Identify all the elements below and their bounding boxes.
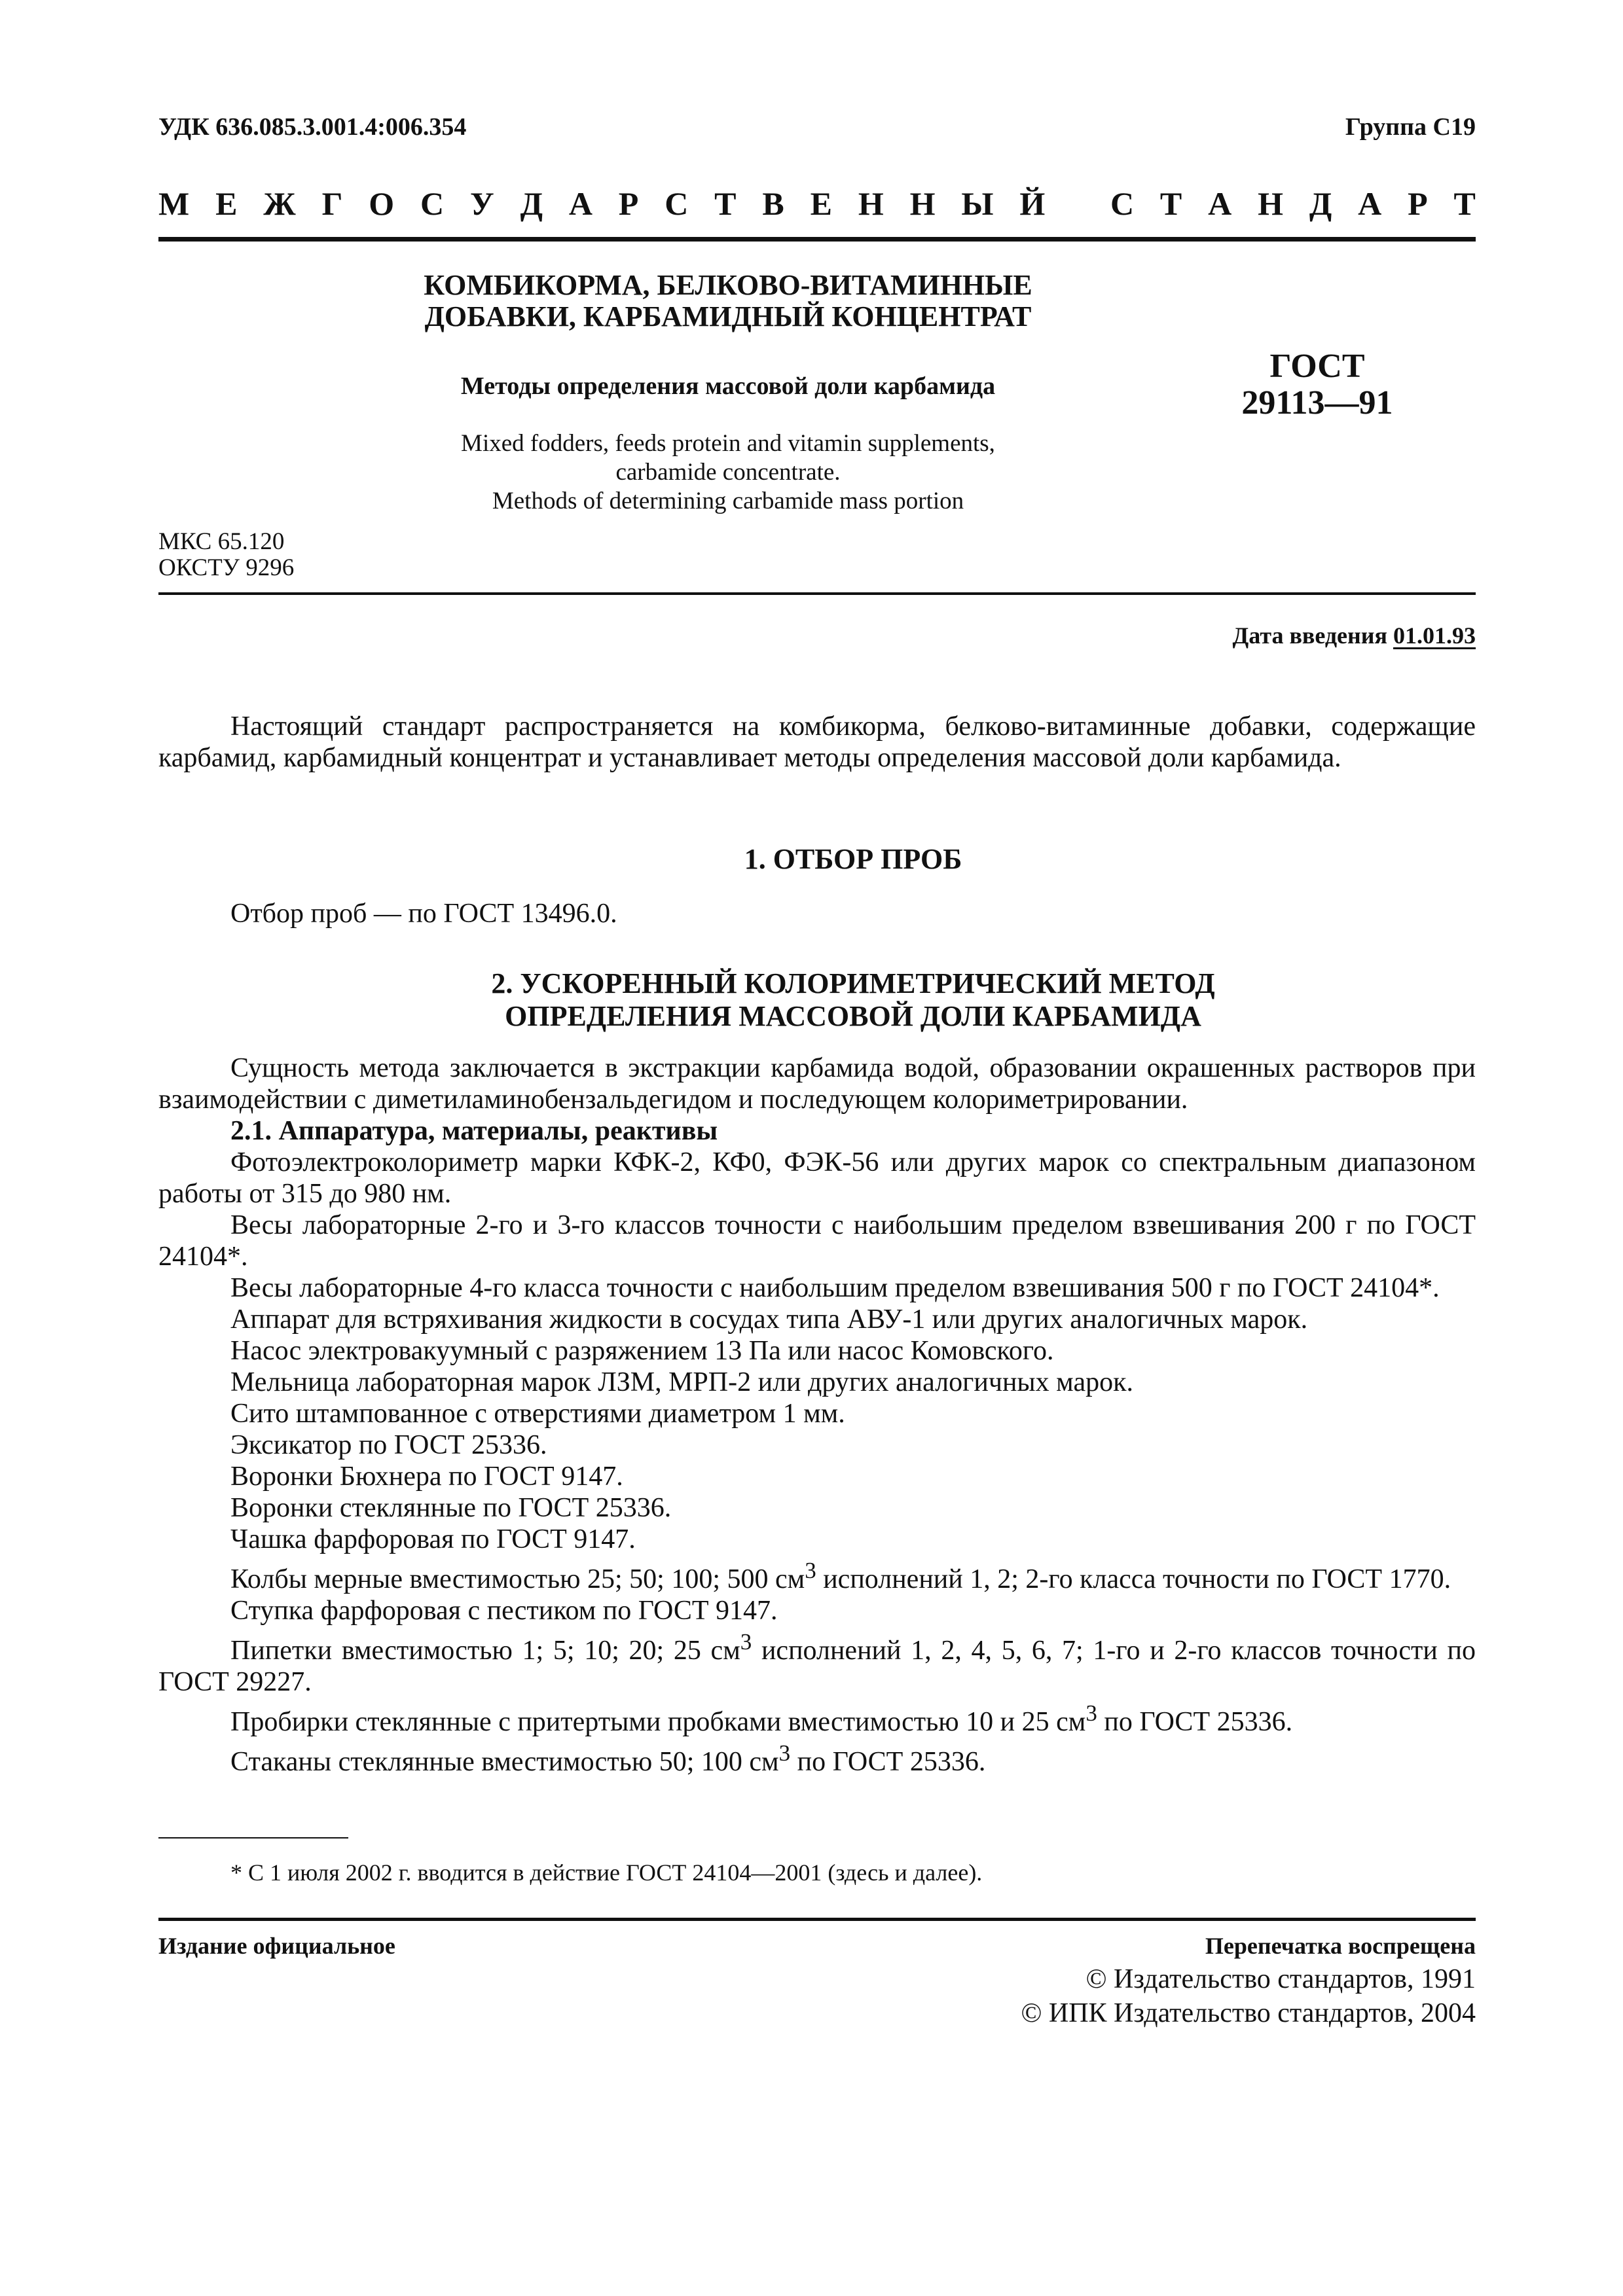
equipment-flasks: Колбы мерные вместимостью 25; 50; 100; 500 $см^3$ исполнений 1, 2; 2-го класса точности по ГОСТ 1770. [230,1558,1451,1594]
header-row [158,113,1476,145]
intro-paragraph-block [158,711,1476,774]
udk-code: УДК 636.085.3.001.4:006.354 [158,113,467,141]
heading-letter: Й [1019,185,1046,222]
section-1-title: 1. ОТБОР ПРОБ [744,843,962,875]
section-2 [158,967,1476,1778]
title-en-line-1: Mixed fodders, feeds protein and vitamin supplements, [461,430,995,457]
heading-letter: Г [321,185,343,222]
section-2-title-line-2: ОПРЕДЕЛЕНИЯ МАССОВОЙ ДОЛИ КАРБАМИДА [505,1000,1201,1032]
copyright-2004: © ИПК Издательство стандартов, 2004 [1021,1998,1476,2028]
equipment-item: Весы лабораторные 2-го и 3-го классов точности с наибольшим пределом взвешивания 200 г по ГОСТ 24104*. [158,1210,1476,1272]
equipment-item: Насос электровакуумный с разряжением 13 Па или насос Комовского. [230,1336,1054,1366]
heading-letter: Е [215,185,238,222]
heading-letter [1071,185,1084,224]
document-page [158,0,1476,2296]
equipment-item: Фотоэлектроколориметр марки КФК-2, КФ0, ФЭК-56 или других марок со спектральным диапазоном работы от 315 до 980 нм. [158,1147,1476,1209]
header-rule [158,237,1476,242]
equipment-tubes: Пробирки стеклянные с притертыми пробками вместимостью 10 и 25 $см^3$ по ГОСТ 25336. [230,1700,1293,1737]
gost-number: 29113—91 [1241,384,1393,422]
equipment-item: Мельница лабораторная марок ЛЗМ, МРП-2 или других аналогичных марок. [230,1367,1133,1397]
title-block [322,270,1134,516]
mks-code: МКС 65.120 [158,528,285,555]
heading-letter: С [1110,185,1135,222]
group-code: Группа С19 [1345,113,1476,141]
heading-letter: Ж [263,185,296,222]
heading-letter: А [568,185,593,222]
heading-letter: Д [520,185,543,222]
heading-letter: М [158,185,190,222]
gost-label: ГОСТ [1269,348,1365,385]
heading-letter: Т [714,185,737,222]
footer-rule [158,1918,1476,1921]
heading-letter: С [665,185,689,222]
heading-letter: У [470,185,494,222]
equipment-item: Весы лабораторные 4-го класса точности с наибольшим пределом взвешивания 500 г по ГОСТ 24104*. [230,1273,1440,1303]
equipment-list [158,1147,1476,1555]
equipment-item: Воронки стеклянные по ГОСТ 25336. [230,1493,672,1523]
equipment-item: Эксикатор по ГОСТ 25336. [230,1430,547,1460]
heading-letter: Р [618,185,639,222]
footnote-rule [158,1837,348,1839]
heading-letter: Е [810,185,832,222]
introduction-date [1233,622,1476,649]
equipment-glasses: Стаканы стеклянные вместимостью 50; 100 $см^3$ по ГОСТ 25336. [230,1740,986,1777]
section-1 [158,843,1476,929]
copyright-block [1021,1962,1476,2030]
classification-codes [158,529,294,581]
equipment-item: Чашка фарфоровая по ГОСТ 9147. [230,1524,636,1554]
title-line-2: ДОБАВКИ, КАРБАМИДНЫЙ КОНЦЕНТРАТ [424,300,1032,332]
heading-letter: С [420,185,445,222]
heading-letter: Н [1258,185,1284,222]
reprint-notice: Перепечатка воспрещена [1205,1933,1476,1959]
equipment-item: Аппарат для встряхивания жидкости в сосудах типа АВУ-1 или других аналогичных марок. [230,1304,1308,1335]
equipment-mortar: Ступка фарфоровая с пестиком по ГОСТ 9147. [230,1596,778,1626]
heading-letter: В [762,185,784,222]
okstu-code: ОКСТУ 9296 [158,554,295,581]
edition-label: Издание официальное [158,1933,395,1959]
footnote: * С 1 июля 2002 г. вводится в действие ГОСТ 24104—2001 (здесь и далее). [230,1859,983,1886]
heading-letter: А [1208,185,1232,222]
title-en-line-2: carbamide concentrate. [615,459,841,486]
heading-letter: Т [1159,185,1182,222]
gost-designation [1193,348,1442,422]
title-english [322,429,1134,516]
copyright-1991: © Издательство стандартов, 1991 [1085,1964,1476,1994]
section-2-title-line-1: 2. УСКОРЕННЫЙ КОЛОРИМЕТРИЧЕСКИЙ МЕТОД [491,967,1215,999]
subsection-2-1-title: 2.1. Аппаратура, материалы, реактивы [230,1116,718,1146]
heading-letter: Ы [961,185,994,222]
heading-letter: А [1358,185,1382,222]
intro-paragraph: Настоящий стандарт распространяется на комбикорма, белково-витаминные добавки, содержащие карбамид, карбамидный концентрат и устанавливает методы определения массовой доли карбамида. [158,711,1476,773]
heading-letter: О [369,185,395,222]
date-value: 01.01.93 [1393,622,1476,649]
section-1-text: Отбор проб — по ГОСТ 13496.0. [230,899,617,929]
equipment-item: Воронки Бюхнера по ГОСТ 9147. [230,1462,623,1492]
equipment-pipettes: Пипетки вместимостью 1; 5; 10; 20; 25 $см^3$ исполнений 1, 2, 4, 5, 6, 7; 1-го и 2-го классов точности по ГОСТ 29227. [158,1629,1476,1697]
heading-letter: Н [858,185,884,222]
equipment-item: Сито штампованное с отверстиями диаметром 1 мм. [230,1399,845,1429]
heading-letter: Н [909,185,936,222]
date-label: Дата введения [1232,622,1387,649]
interstate-standard-heading [158,185,1476,224]
heading-letter: Т [1453,185,1476,222]
heading-letter: Д [1309,185,1332,222]
title-subtitle: Методы определения массовой доли карбамида [460,372,996,400]
title-en-line-3: Methods of determining carbamide mass portion [492,488,964,514]
title-line-1: КОМБИКОРМА, БЕЛКОВО-ВИТАМИННЫЕ [424,269,1032,301]
heading-letter: Р [1408,185,1428,222]
title-rule [158,592,1476,595]
method-essence: Сущность метода заключается в экстракции карбамида водой, образовании окрашенных растворов при взаимодействии с диметиламинобензальдегидом и последующем колориметрировании. [158,1053,1476,1115]
